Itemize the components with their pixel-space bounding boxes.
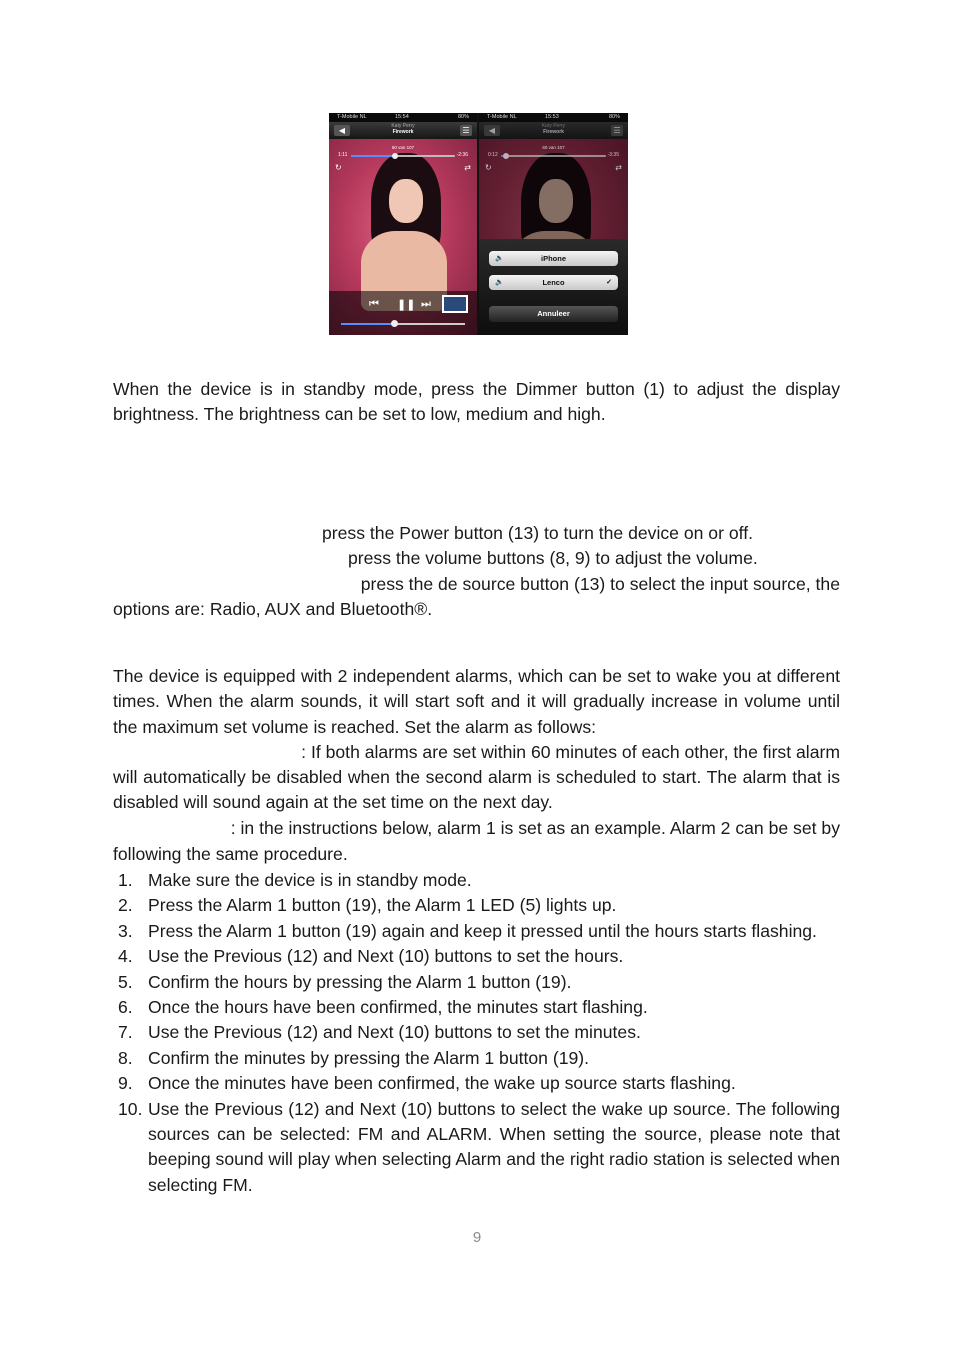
back-arrow-icon: ◀ xyxy=(484,125,500,136)
airplay-option-iphone[interactable] xyxy=(489,251,618,266)
airplay-option-lenco[interactable] xyxy=(489,275,618,290)
airplay-action-sheet xyxy=(479,239,628,335)
power-instruction: press the Power button (13) to turn the device on or off. xyxy=(322,523,753,543)
speaker-icon: 🔈 xyxy=(495,255,504,262)
previous-track-icon[interactable]: ⏮ xyxy=(369,298,379,310)
step-text: Make sure the device is in standby mode. xyxy=(148,870,472,890)
list-item xyxy=(113,944,840,969)
player-navbar xyxy=(329,122,477,139)
alarm-note-2-rest: following the same procedure. xyxy=(113,844,348,864)
progress-scrubber xyxy=(501,155,606,157)
alarm-note-1-first-line: : If both alarms are set within 60 minutes of each other, the first alarm xyxy=(301,742,840,762)
list-item xyxy=(113,1097,840,1199)
list-item xyxy=(113,1046,840,1071)
source-instruction: press the de source button (13) to select the input source, the xyxy=(360,574,840,594)
volume-fill xyxy=(341,323,394,325)
carrier-label: T-Mobile NL xyxy=(487,114,517,120)
track-list-icon: ☰ xyxy=(611,125,623,136)
shuffle-icon[interactable]: ⇄ xyxy=(464,163,471,172)
page-number: 9 xyxy=(472,1229,482,1246)
elapsed-time: 0:12 xyxy=(488,152,498,158)
volume-knob[interactable] xyxy=(391,320,398,327)
status-bar xyxy=(329,113,477,122)
step-text: Confirm the hours by pressing the Alarm 1 button (19). xyxy=(148,971,572,992)
player-navbar xyxy=(479,122,628,139)
rating-label: 60 van 107 xyxy=(391,145,415,150)
dimmer-paragraph: When the device is in standby mode, press the Dimmer button (1) to adjust the display brightness. The brightness can be set to low, medium and high. xyxy=(113,379,840,425)
step-number: 1. xyxy=(118,870,133,890)
step-number: 8. xyxy=(118,1047,133,1068)
option-label: iPhone xyxy=(540,254,566,263)
artist-photo-face xyxy=(389,179,423,223)
phone-now-playing xyxy=(329,113,477,335)
option-label: Lenco xyxy=(542,278,565,287)
progress-fill xyxy=(351,155,395,157)
artist-label: Katy Perry xyxy=(391,123,415,129)
back-arrow-icon[interactable]: ◀ xyxy=(334,125,350,136)
step-number: 3. xyxy=(118,920,133,941)
shuffle-icon: ⇄ xyxy=(615,163,622,172)
list-item xyxy=(113,970,840,995)
phone-airplay-picker xyxy=(479,113,628,335)
remaining-time: -3:35 xyxy=(607,152,619,158)
list-item xyxy=(113,1020,840,1045)
volume-instruction: press the volume buttons (8, 9) to adjust the volume. xyxy=(348,548,758,568)
list-item xyxy=(113,893,840,918)
rating-label: 60 van 107 xyxy=(542,145,565,150)
step-number: 7. xyxy=(118,1022,133,1043)
track-list-icon[interactable]: ☰ xyxy=(460,125,472,136)
airplay-screenshots xyxy=(329,113,628,335)
battery-label: 80% xyxy=(457,114,469,120)
step-number: 5. xyxy=(118,971,133,992)
progress-scrubber[interactable] xyxy=(351,155,455,157)
alarm-note-2-first-line: : in the instructions below, alarm 1 is set as an example. Alarm 2 can be set by xyxy=(230,818,840,838)
progress-knob xyxy=(503,153,509,159)
pause-icon[interactable]: ❚❚ xyxy=(397,299,416,311)
status-bar xyxy=(479,113,628,122)
alarm-steps-list xyxy=(113,868,840,1198)
list-item xyxy=(113,995,840,1020)
song-label: Firework xyxy=(392,129,414,135)
step-text: Once the hours have been confirmed, the minutes start flashing. xyxy=(148,997,648,1018)
cancel-button[interactable]: Annuleer xyxy=(489,306,618,322)
repeat-icon: ↻ xyxy=(485,163,492,172)
playback-controls xyxy=(329,291,477,335)
clock-label: 15:53 xyxy=(545,114,559,120)
clock-label: 15:54 xyxy=(395,114,409,120)
repeat-icon[interactable]: ↻ xyxy=(335,163,342,172)
list-item xyxy=(113,1071,840,1096)
step-text: Use the Previous (12) and Next (10) buttons to select the wake up source. The following sources can be selected: FM and ALARM. When setting the source, please note that beeping sound will play when selecting Alarm and the right radio station is selected when selecting FM. xyxy=(148,1098,840,1195)
step-number: 6. xyxy=(118,997,133,1018)
step-number: 2. xyxy=(118,895,133,916)
step-text: Confirm the minutes by pressing the Alarm 1 button (19). xyxy=(148,1047,590,1068)
battery-label: 80% xyxy=(608,114,620,120)
checkmark-icon: ✓ xyxy=(606,279,612,286)
alarm-note-1-rest: will automatically be disabled when the second alarm is scheduled to start. The alarm that is disabled will sound again at the set time on the next day. xyxy=(113,767,840,813)
step-text: Use the Previous (12) and Next (10) buttons to set the hours. xyxy=(148,946,624,967)
speaker-icon: 🔈 xyxy=(495,279,504,286)
step-number: 4. xyxy=(118,946,133,967)
step-text: Use the Previous (12) and Next (10) buttons to set the minutes. xyxy=(148,1022,641,1043)
list-item xyxy=(113,919,840,944)
scrubber-row xyxy=(329,151,477,161)
remaining-time: -2:36 xyxy=(456,152,468,158)
scrubber-row xyxy=(479,151,628,161)
source-options: options are: Radio, AUX and Bluetooth®. xyxy=(113,599,433,619)
volume-slider[interactable] xyxy=(341,323,465,325)
artist-label: Katy Perry xyxy=(541,123,566,129)
list-item xyxy=(113,868,840,893)
progress-knob[interactable] xyxy=(392,153,398,159)
next-track-icon[interactable]: ⏭ xyxy=(421,298,431,310)
alarm-intro: The device is equipped with 2 independent alarms, which can be set to wake you at different times. When the alarm sounds, it will start soft and it will gradually increase in volume until the maximum set volume is reached. Set the alarm as follows: xyxy=(113,666,840,737)
step-number: 10. xyxy=(118,1098,143,1119)
elapsed-time: 1:11 xyxy=(338,152,348,158)
carrier-label: T-Mobile NL xyxy=(337,114,367,120)
step-text: Press the Alarm 1 button (19), the Alarm 1 LED (5) lights up. xyxy=(148,895,617,916)
step-number: 9. xyxy=(118,1073,133,1094)
song-label: Firework xyxy=(543,129,564,135)
step-text: Once the minutes have been confirmed, the wake up source starts flashing. xyxy=(148,1073,736,1094)
step-text: Press the Alarm 1 button (19) again and keep it pressed until the hours starts flashing. xyxy=(148,920,817,941)
airplay-icon[interactable] xyxy=(442,295,468,313)
